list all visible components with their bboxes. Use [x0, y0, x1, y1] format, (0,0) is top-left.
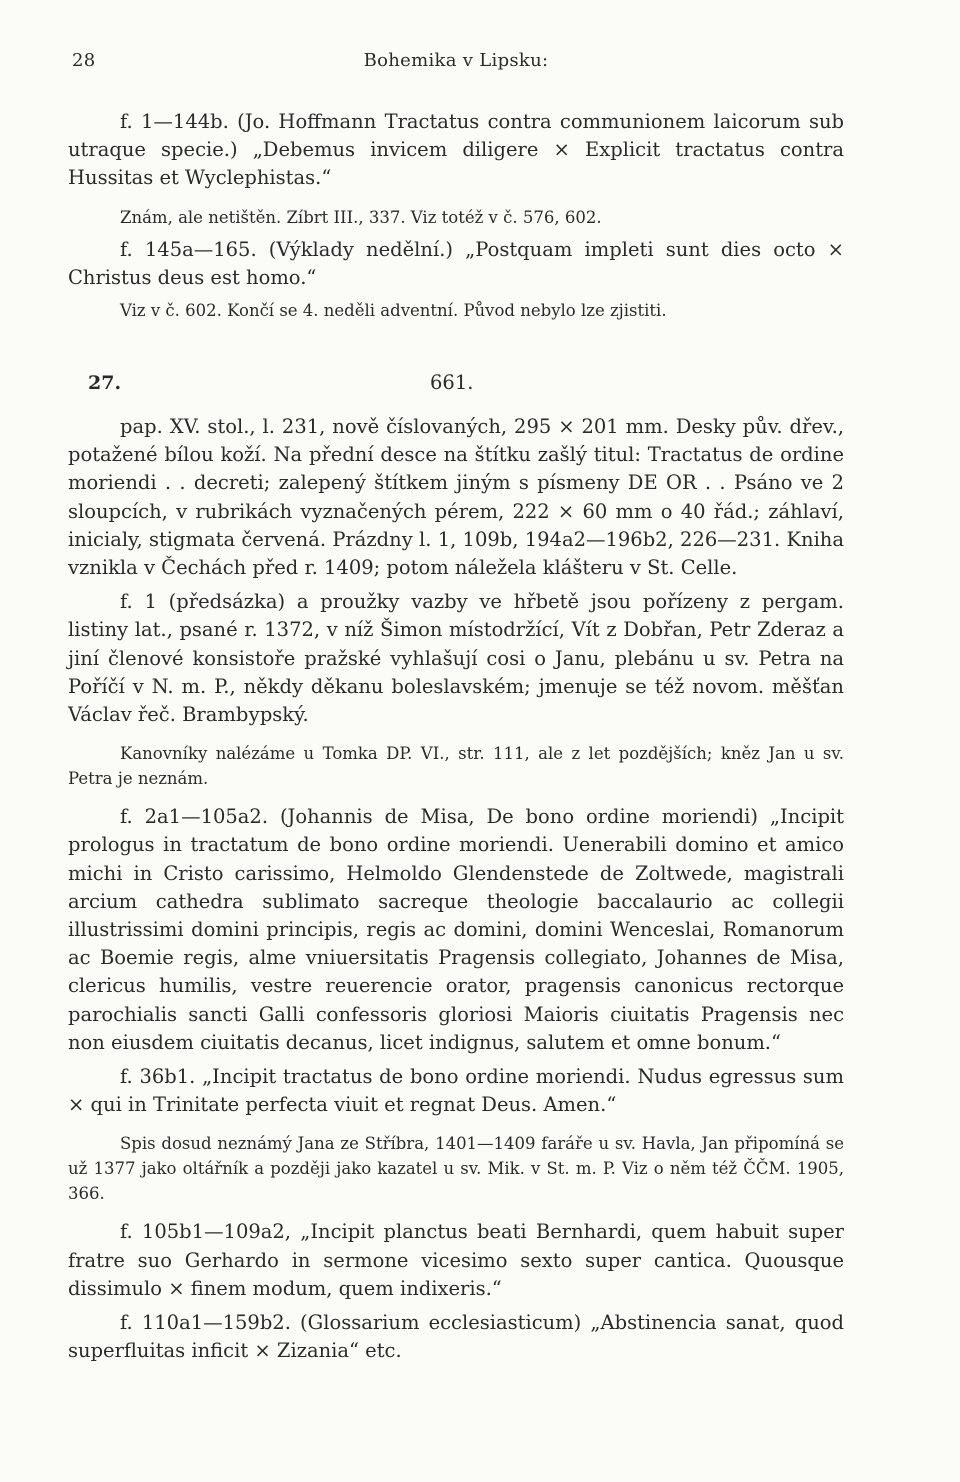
entry-signature: 661.: [430, 371, 474, 395]
paragraph: f. 145a—165. (Výklady nedělní.) „Postquam impleti sunt dies octo × Christus deus est homo.“: [68, 237, 844, 289]
note-paragraph: Spis dosud neznámý Jana ze Stříbra, 1401—1409 faráře u sv. Havla, Jan připomíná se už 1377 jako oltářník a později jako kazatel u sv. Mik. v St. m. P. Viz o něm též ČČM. 1905, 366.: [68, 1134, 844, 1204]
paragraph: f. 2a1—105a2. (Johannis de Misa, De bono ordine moriendi) „Incipit prologus in tractatum de bono ordine moriendi. Uenerabili domino et amico michi in Cristo carissimo, Helmoldo Glendenstede de Zoltwede, magistrali arcium cathedra sublimato sacreque theologie baccalaurio ac collegii illustrissimi domini principis, regis ac domini, domini Wenceslai, Romanorum ac Boemie regis, alme vniuersitatis Pragensis collegiato, Johannes de Misa, clericus humilis, vestre reuerencie orator, pragensis canonicus rectorque parochialis sancti Galli confessoris gloriosi Maioris ciuitatis Pragensis nec non eiusdem ciuitatis decanus, licet indignus, salutem et omne bonum.“: [68, 805, 844, 1054]
paragraph: f. 110a1—159b2. (Glossarium ecclesiasticum) „Abstinencia sanat, quod superfluitas inficit × Zizania“ etc.: [68, 1311, 844, 1363]
paragraph: f. 36b1. „Incipit tractatus de bono ordine moriendi. Nudus egressus sum × qui in Trinitate perfecta viuit et regnat Deus. Amen.“: [68, 1065, 844, 1117]
paragraph: f. 105b1—109a2, „Incipit planctus beati Bernhardi, quem habuit super fratre suo Gerhardo in sermone vicesimo sexto super cantica. Quousque dissimulo × finem modum, quem indixeris.“: [68, 1220, 844, 1300]
note-paragraph: Viz v č. 602. Končí se 4. neděli adventní. Původ nebylo lze zjistiti.: [120, 301, 667, 321]
running-title: Bohemika v Lipsku:: [363, 50, 549, 71]
page-number: 28: [72, 50, 96, 71]
page-body: [68, 108, 844, 1366]
paragraph: f. 1—144b. (Jo. Hoffmann Tractatus contra communionem laicorum sub utraque specie.) „Debemus invicem diligere × Explicit tractatus contra Hussitas et Wyclephistas.“: [68, 110, 844, 190]
paragraph: f. 1 (předsázka) a proužky vazby ve hřbetě jsou pořízeny z pergam. listiny lat., psané r. 1372, v níž Šimon místodržící, Vít z Dobřan, Petr Zderaz a jiní členové konsistoře pražské vyhlašují cosi o Janu, plebánu u sv. Petra na Poříčí v N. m. P., někdy děkanu boleslavském; jmenuje se též novom. měšťan Václav řeč. Brambурský.: [68, 590, 844, 727]
note-paragraph: Znám, ale netištěn. Zíbrt III., 337. Viz totéž v č. 576, 602.: [120, 207, 602, 227]
paragraph: pap. XV. stol., l. 231, nově číslovaných, 295 × 201 mm. Desky pův. dřev., potažené bílou koží. Na přední desce na štítku zašlý titul: Tractatus de ordine moriendi . . decreti; zalepený štítkem jiným s písmeny DE OR . . Psáno ve 2 sloupcích, v rubrikách vyznačených pérem, 222 × 60 mm o 40 řád.; záhlaví, inicialy, stigmata červená. Prázdny l. 1, 109b, 194a2—196b2, 226—231. Kniha vznikla v Čechách před r. 1409; potom náležela klášteru v St. Celle.: [68, 415, 844, 580]
page-header: [68, 50, 844, 78]
entry-heading: [68, 369, 844, 399]
note-paragraph: Kanovníky nalézáme u Tomka DP. VI., str. 111, ale z let pozdějších; kněz Jan u sv. Petra je neznám.: [68, 744, 844, 789]
entry-number: 27.: [88, 372, 122, 395]
